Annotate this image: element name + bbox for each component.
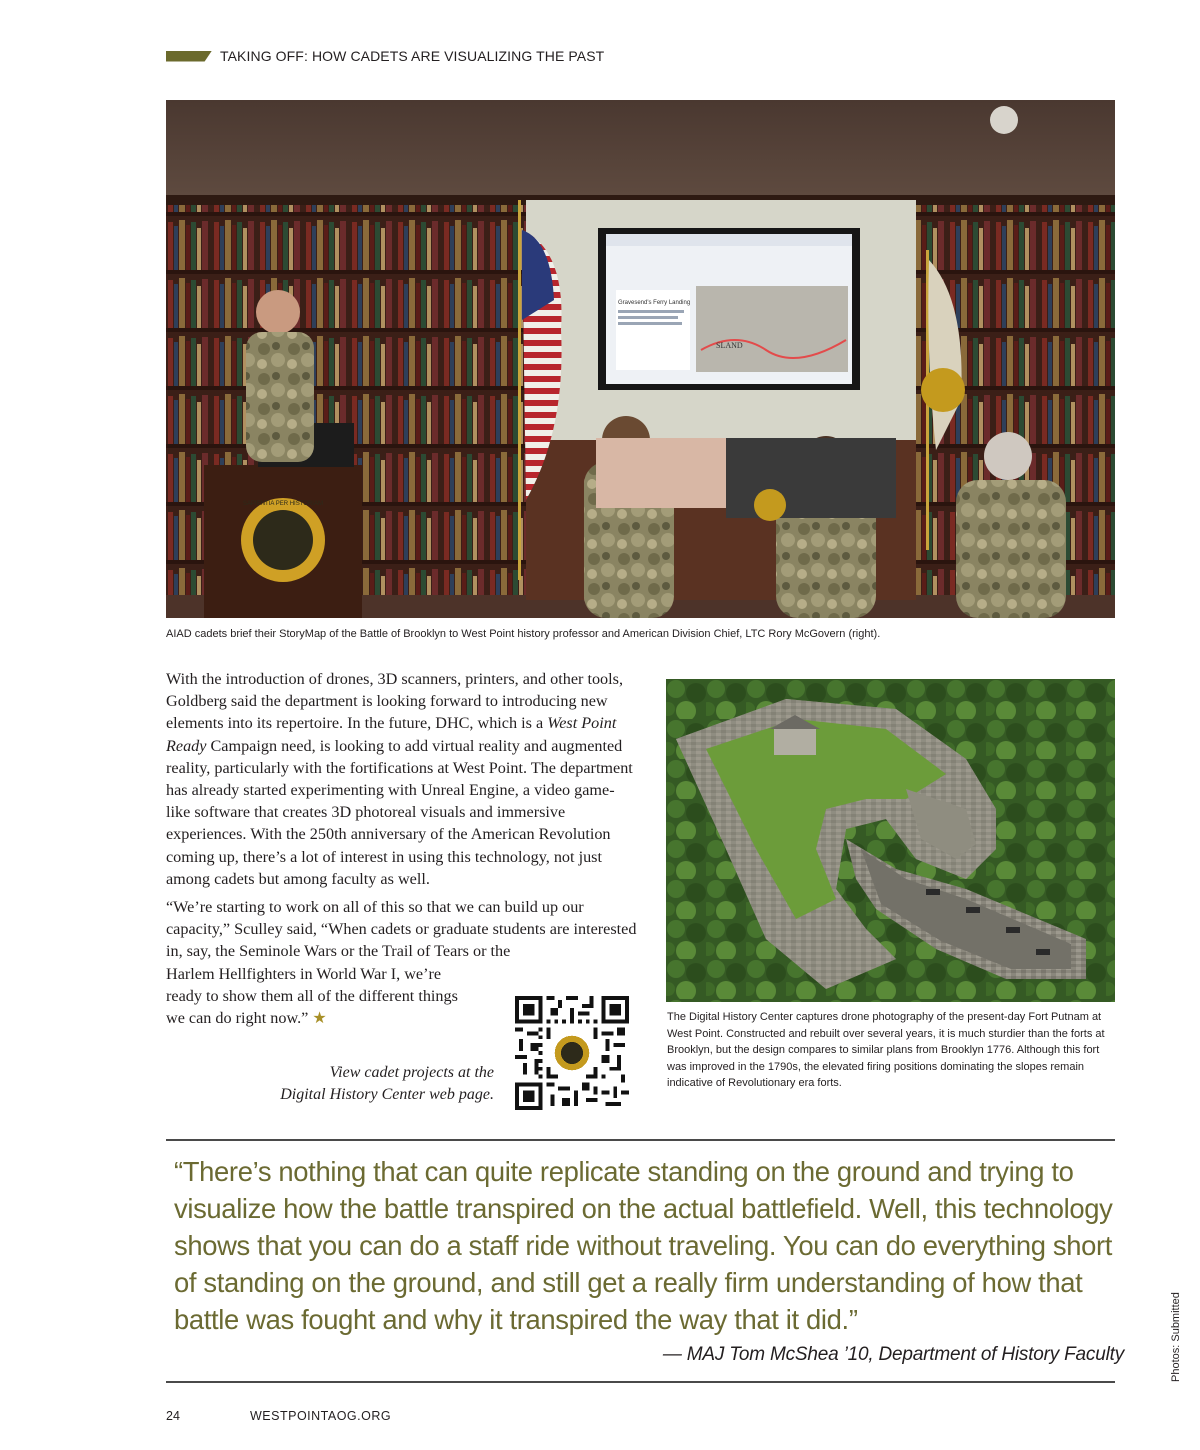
screen-map-label: SLAND: [716, 341, 743, 350]
footer-site-link[interactable]: WESTPOINTAOG.ORG: [250, 1409, 392, 1423]
page-number: 24: [166, 1409, 180, 1423]
quote-attribution: — MAJ Tom McShea ’10, Department of History Faculty: [662, 1344, 1124, 1365]
article-body: [166, 668, 638, 1035]
article-paragraph-2: “We’re starting to work on all of this so that we can build up our capacity,” Sculley said, “When cadets or graduate students are interested in, say, the Seminole Wars or the Trail of Tears or the Harlem Hellfighters in World War I, we’re ready to show them all of the different things we can do right now.” ★: [166, 898, 637, 1028]
top-photo-caption: AIAD cadets brief their StoryMap of the Battle of Brooklyn to West Point history professor and American Division Chief, LTC Rory McGovern (right).: [166, 628, 881, 640]
quote-top-rule: [166, 1139, 1115, 1141]
section-header: [166, 46, 604, 66]
fort-photo-caption: The Digital History Center captures drone photography of the present-day Fort Putnam at West Point. Constructed and rebuilt over several years, it is much sturdier than the forts at Brooklyn, but the design compares to similar plans from Brooklyn 1776. Although this fort was improved in the 1790s, the elevated firing positions dominating the slopes remain indicative of Revolutionary era forts.: [667, 1011, 1105, 1089]
classroom-briefing-photo: [166, 100, 1115, 618]
section-title: TAKING OFF: HOW CADETS ARE VISUALIZING THE PAST: [220, 48, 605, 64]
photo-credit: Photos: Submitted: [1170, 1292, 1182, 1382]
pull-quote: “There’s nothing that can quite replicate standing on the ground and trying to visualize how the battle transpired on the actual battlefield. Well, this technology shows that you can do a staff ride without traveling. You can do everything short of standing on the ground, and still get a really firm understanding of how that battle was fought and why it transpired the way that it did.”: [174, 1156, 1113, 1335]
quote-bottom-rule: [166, 1381, 1115, 1383]
qr-code-note: View cadet projects at the Digital History Center web page.: [280, 1064, 494, 1103]
article-paragraph-1: With the introduction of drones, 3D scanners, printers, and other tools, Goldberg said the department is looking forward to introducing new elements into its repertoire. In the future, DHC, which is a West Point Ready Campaign need, is looking to add virtual reality and augmented reality, particularly with the fortifications at West Point. The department has already started experimenting with Unreal Engine, a video game-like software that creates 3D photoreal visuals and immersive experiences. With the 250th anniversary of the American Revolution coming up, there’s a lot of interest in using this technology, not just among cadets but among faculty as well.: [166, 670, 633, 888]
campaign-name: West Point Ready: [166, 714, 617, 755]
qr-code[interactable]: [515, 996, 629, 1110]
podium-seal-text: SAPIENTIA PER HISTORIAM: [243, 501, 323, 507]
fort-putnam-drone-photo: [666, 679, 1115, 1002]
screen-title: Gravesend's Ferry Landing: [618, 300, 691, 306]
section-accent-bar: [166, 51, 212, 62]
end-mark-star-icon: ★: [312, 1009, 327, 1028]
